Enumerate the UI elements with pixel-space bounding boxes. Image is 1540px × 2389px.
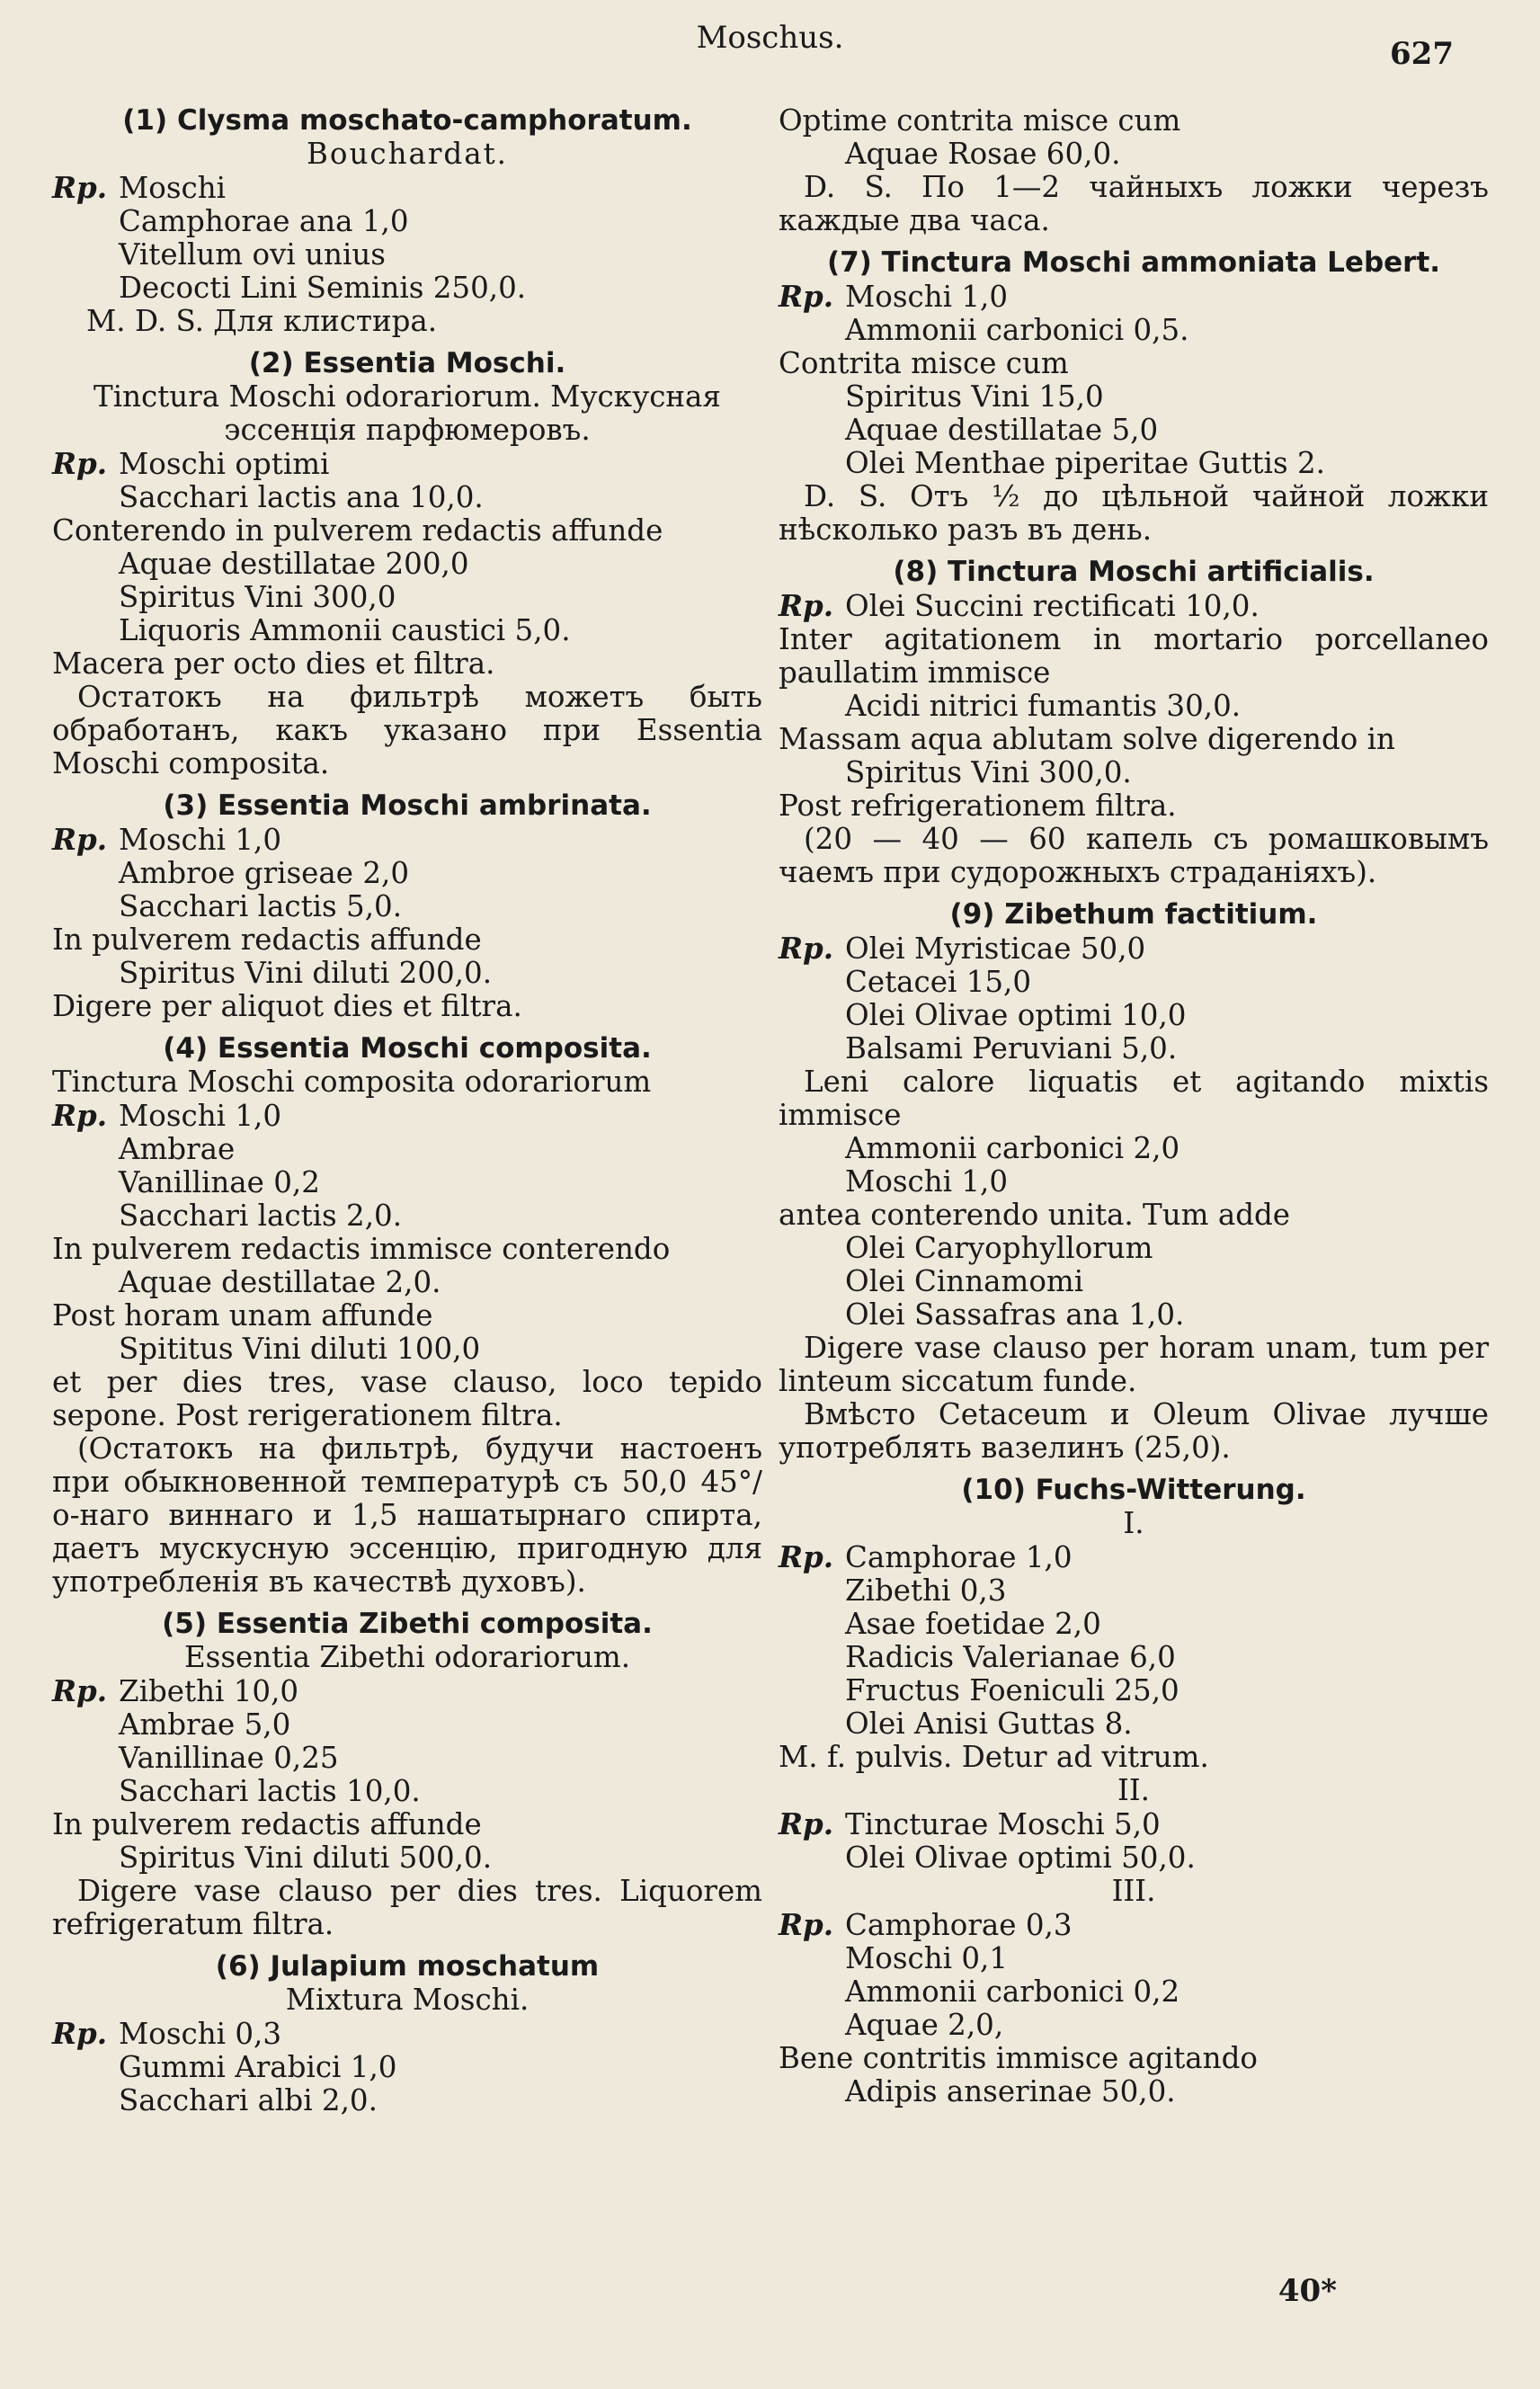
text-line: M. D. S. Для клистира. [86, 304, 438, 338]
prescription-line [779, 1807, 1489, 1841]
ingredient-line: Sacchari lactis ana 10,0. [119, 480, 484, 514]
page-number: 627 [1390, 36, 1454, 72]
ingredient-line: Cetacei 15,0 [845, 965, 1032, 999]
ingredient-line: Balsami Peruviani 5,0. [845, 1031, 1178, 1065]
text-line: Digere per aliquot dies et filtra. [52, 989, 522, 1023]
ingredient-line: Spiritus Vini 300,0 [119, 580, 396, 614]
ingredient-text: Camphorae 1,0 [845, 1540, 1073, 1574]
ingredient-line: Olei Anisi Guttas 8. [845, 1707, 1133, 1741]
instruction-paragraph: (Остатокъ на фильтрѣ, будучи настоенъ при обыкновенной температурѣ съ 50,0 45°/о-наго виннаго и 1,5 нашатырнаго спирта, даетъ мускусную эссенцію, пригодную для употребленія въ качествѣ духовъ). [52, 1431, 762, 1599]
ingredient-line: Asae foetidae 2,0 [845, 1607, 1101, 1641]
ingredient-line: Sacchari lactis 10,0. [119, 1774, 421, 1808]
prescription-line [52, 1674, 762, 1708]
recipe-title: (9) Zibethum factitium. [949, 898, 1318, 931]
left-column [52, 104, 762, 2117]
ingredient-text: Moschi 1,0 [845, 280, 1009, 314]
instruction-paragraph: Вмѣсто Cetaceum и Oleum Olivae лучше употреблять вазелинъ (25,0). [779, 1397, 1489, 1465]
ingredient-line: Vanillinae 0,2 [119, 1165, 320, 1199]
recipe-title: (7) Tinctura Moschi ammoniata Lebert. [826, 246, 1441, 279]
prescription-line [779, 1540, 1489, 1574]
ingredient-line: Fructus Foeniculi 25,0 [845, 1673, 1179, 1707]
ingredient-line: Spiritus Vini diluti 200,0. [119, 956, 493, 990]
rp-label: Rp. [779, 1806, 834, 1841]
ingredient-line: Spiritus Vini 15,0 [845, 379, 1104, 414]
rp-label: Rp. [52, 1673, 108, 1708]
ingredient-line: Olei Sassafras ana 1,0. [845, 1297, 1185, 1332]
ingredient-line: Spiritus Vini 300,0. [845, 755, 1132, 789]
recipe-title: (3) Essentia Moschi ambrinata. [163, 789, 652, 822]
rp-label: Rp. [779, 931, 834, 966]
text-line: M. f. pulvis. Detur ad vitrum. [779, 1740, 1209, 1774]
ingredient-line: Liquoris Ammonii caustici 5,0. [119, 613, 571, 647]
ingredient-line: Decocti Lini Seminis 250,0. [119, 271, 527, 305]
recipe-subtitle: Mixtura Moschi. [285, 1983, 530, 2017]
ingredient-line: Olei Caryophyllorum [845, 1231, 1153, 1265]
recipe-title: (10) Fuchs-Witterung. [961, 1474, 1306, 1506]
recipe-subtitle: II. [1117, 1773, 1150, 1807]
rp-label: Rp. [52, 446, 108, 481]
rp-label: Rp. [779, 588, 834, 623]
ingredient-text: Moschi [119, 171, 227, 205]
instruction-paragraph: (20 — 40 — 60 капель съ ромашковымъ чаемъ при судорожныхъ страданіяхъ). [779, 822, 1489, 889]
signature-mark: 40* [1277, 2273, 1337, 2309]
ingredient-line: Aquae destillatae 200,0 [119, 547, 469, 581]
ingredient-text: Moschi optimi [119, 447, 330, 481]
prescription-line [779, 1908, 1489, 1942]
ingredient-text: Camphorae 0,3 [845, 1908, 1073, 1942]
instruction-paragraph: Inter agitationem in mortario porcellaneo paullatim immisce [779, 622, 1489, 690]
recipe-title: (5) Essentia Zibethi composita. [162, 1608, 653, 1640]
instruction-paragraph: Digere vase clauso per dies tres. Liquorem refrigeratum filtra. [52, 1874, 762, 1941]
ingredient-line: Sacchari lactis 2,0. [119, 1199, 403, 1233]
ingredient-line: Aquae 2,0, [845, 2008, 1004, 2042]
text-line: In pulverem redactis immisce conterendo [52, 1232, 671, 1266]
prescription-line [52, 447, 762, 481]
ingredient-text: Zibethi 10,0 [119, 1674, 299, 1708]
instruction-paragraph: Digere vase clauso per horam unam, tum per linteum siccatum funde. [779, 1331, 1489, 1398]
instruction-paragraph: Leni calore liquatis et agitando mixtis immisce [779, 1065, 1489, 1132]
ingredient-line: Spititus Vini diluti 100,0 [119, 1332, 481, 1366]
text-line: In pulverem redactis affunde [52, 1807, 482, 1841]
ingredient-line: Olei Olivae optimi 10,0 [845, 998, 1187, 1032]
text-line: Conterendo in pulverem redactis affunde [52, 513, 663, 548]
rp-label: Rp. [52, 1098, 108, 1133]
instruction-paragraph: Остатокъ на фильтрѣ можетъ быть обработанъ, какъ указано при Essentia Moschi composita. [52, 680, 762, 780]
ingredient-line: Aquae Rosae 60,0. [845, 137, 1121, 171]
text-line: In pulverem redactis affunde [52, 923, 482, 957]
prescription-line [52, 2017, 762, 2051]
recipe-subtitle: I. [1123, 1506, 1144, 1540]
recipe-title: (2) Essentia Moschi. [248, 347, 566, 379]
prescription-line [52, 1099, 762, 1133]
right-column [779, 104, 1489, 2108]
ingredient-line: Ambroe griseae 2,0 [119, 856, 410, 890]
ingredient-line: Moschi 1,0 [845, 1164, 1009, 1199]
prescription-line [52, 171, 762, 205]
ingredient-line: Olei Menthae piperitae Guttis 2. [845, 446, 1325, 480]
ingredient-text: Moschi 1,0 [119, 1099, 282, 1133]
instruction-paragraph: D. S. По 1—2 чайныхъ ложки черезъ каждые два часа. [779, 170, 1489, 237]
ingredient-line: Zibethi 0,3 [845, 1573, 1007, 1608]
ingredient-line: Camphorae ana 1,0 [119, 204, 409, 238]
ingredient-line: Sacchari lactis 5,0. [119, 889, 403, 923]
recipe-title: (1) Clysma moschato-camphoratum. [122, 104, 692, 137]
ingredient-line: Moschi 0,1 [845, 1941, 1009, 1975]
running-head: Moschus. [696, 20, 844, 56]
ingredient-line: Aquae destillatae 2,0. [119, 1265, 441, 1299]
rp-label: Rp. [52, 2016, 108, 2051]
recipe-title: (8) Tinctura Moschi artificialis. [893, 556, 1375, 588]
text-line: antea conterendo unita. Tum adde [779, 1198, 1291, 1232]
ingredient-line: Vitellum ovi unius [119, 237, 386, 272]
rp-label: Rp. [779, 1539, 834, 1574]
ingredient-line: Ammonii carbonici 0,2 [845, 1974, 1180, 2009]
ingredient-line: Gummi Arabici 1,0 [119, 2050, 397, 2084]
rp-label: Rp. [52, 822, 108, 857]
ingredient-text: Moschi 1,0 [119, 823, 282, 857]
instruction-paragraph: Massam aqua ablutam solve digerendo in [779, 722, 1395, 756]
instruction-paragraph: et per dies tres, vase clauso, loco tepido sepone. Post rerigerationem filtra. [52, 1365, 762, 1432]
ingredient-line: Ambrae [119, 1132, 236, 1166]
ingredient-line: Ambrae 5,0 [119, 1707, 291, 1742]
text-line: Tinctura Moschi composita odorariorum [52, 1065, 652, 1099]
rp-label: Rp. [52, 170, 108, 205]
rp-label: Rp. [779, 279, 834, 314]
recipe-synonym: Tinctura Moschi odorariorum. Мускусная эссенція парфюмеровъ. [93, 379, 721, 447]
ingredient-line: Adipis anserinae 50,0. [845, 2074, 1176, 2108]
recipe-subtitle: III. [1111, 1874, 1156, 1908]
recipe-title: (6) Julapium moschatum [215, 1950, 600, 1983]
text-line: Contrita misce cum [779, 346, 1069, 380]
ingredient-line: Ammonii carbonici 0,5. [845, 313, 1189, 347]
ingredient-line: Olei Cinnamomi [845, 1264, 1084, 1298]
ingredient-line: Aquae destillatae 5,0 [845, 413, 1159, 447]
text-line: Post horam unam affunde [52, 1298, 433, 1333]
text-line: Bene contritis immisce agitando [779, 2041, 1258, 2075]
prescription-line [52, 823, 762, 857]
ingredient-line: Vanillinae 0,25 [119, 1741, 339, 1775]
rp-label: Rp. [779, 1907, 834, 1942]
ingredient-line: Radicis Valerianae 6,0 [845, 1640, 1176, 1674]
ingredient-line: Olei Olivae optimi 50,0. [845, 1841, 1196, 1875]
text-line: Macera per octo dies et filtra. [52, 646, 495, 681]
ingredient-text: Olei Succini rectificati 10,0. [845, 589, 1260, 623]
recipe-subtitle: Bouchardat. [307, 137, 508, 171]
prescription-line [779, 589, 1489, 623]
instruction-paragraph: D. S. Отъ ½ до цѣльной чайной ложки нѣсколько разъ въ день. [779, 479, 1489, 547]
text-line: Optime contrita misce cum [779, 103, 1181, 138]
ingredient-line: Sacchari albi 2,0. [119, 2083, 378, 2117]
recipe-subtitle: Essentia Zibethi odorariorum. [183, 1640, 631, 1674]
ingredient-text: Moschi 0,3 [119, 2017, 282, 2051]
recipe-title: (4) Essentia Moschi composita. [163, 1032, 652, 1065]
ingredient-text: Tincturae Moschi 5,0 [845, 1807, 1161, 1841]
prescription-line [779, 280, 1489, 314]
ingredient-line: Acidi nitrici fumantis 30,0. [845, 689, 1242, 723]
ingredient-text: Olei Myristicae 50,0 [845, 932, 1146, 966]
ingredient-line: Spiritus Vini diluti 500,0. [119, 1841, 493, 1875]
prescription-line [779, 932, 1489, 966]
ingredient-line: Ammonii carbonici 2,0 [845, 1131, 1180, 1165]
text-line: Post refrigerationem filtra. [779, 789, 1177, 823]
